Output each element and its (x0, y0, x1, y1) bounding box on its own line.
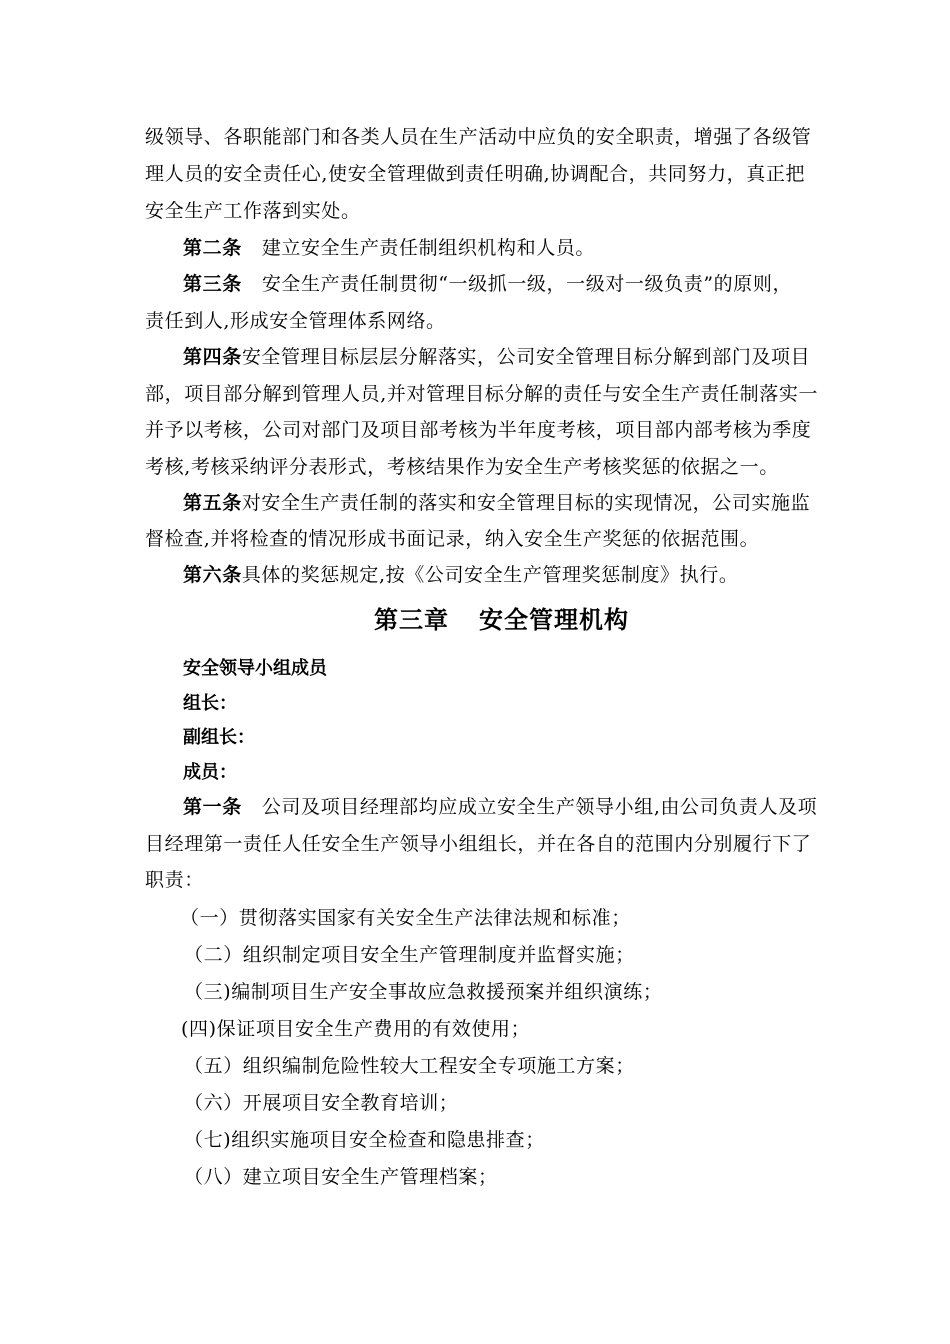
duty-item: （五）组织编制危险性较大工程安全专项施工方案； (184, 1055, 635, 1077)
article-label: 第二条 (183, 237, 242, 259)
paragraph-line: 部，项目部分解到管理人员,并对管理目标分解的责任与安全生产责任制落实一 (145, 383, 819, 405)
duty-item: （二）组织制定项目安全生产管理制度并监督实施； (184, 944, 635, 966)
paragraph-line: 目经理第一责任人任安全生产领导小组组长，并在各自的范围内分别履行下了 (145, 833, 812, 855)
article-text: 公司及项目经理部均应成立安全生产领导小组,由公司负责人及项 (261, 796, 818, 818)
article-5 (183, 491, 810, 515)
paragraph-line: 并予以考核，公司对部门及项目部考核为半年度考核，项目部内部考核为季度 (145, 419, 812, 441)
article-label: 第六条 (183, 564, 242, 586)
chapter3-article-1 (183, 795, 817, 819)
members-label: 成员： (183, 762, 237, 783)
paragraph-line: 理人员的安全责任心,使安全管理做到责任明确,协调配合，共同努力，真正把 (145, 163, 806, 185)
paragraph-line: 级领导、各职能部门和各类人员在生产活动中应负的安全职责，增强了各级管 (145, 126, 812, 148)
paragraph-line: 督检查,并将检查的情况形成书面记录，纳入安全生产奖惩的依据范围。 (145, 528, 760, 550)
article-6 (183, 563, 738, 587)
article-text: 建立安全生产责任制组织机构和人员。 (261, 237, 596, 259)
paragraph-line: 责任到人,形成安全管理体系网络。 (145, 310, 446, 332)
chapter-number: 第三章 (374, 606, 449, 634)
article-label: 第一条 (183, 796, 242, 818)
paragraph-line: 安全生产工作落到实处。 (145, 200, 361, 222)
group-heading: 安全领导小组成员 (183, 658, 327, 679)
duty-item: （七)组织实施项目安全检查和隐患排查； (184, 1129, 545, 1151)
article-4 (183, 345, 810, 369)
article-label: 第五条 (183, 492, 242, 514)
article-3 (183, 272, 792, 296)
deputy-label: 副组长： (183, 727, 255, 748)
article-text: 安全生产责任制贯彻“一级抓一级，一级对一级负责”的原则， (261, 273, 793, 295)
duty-item: （六）开展项目安全教育培训； (184, 1092, 459, 1114)
article-label: 第四条 (183, 346, 242, 368)
duty-item: (四)保证项目安全生产费用的有效使用； (181, 1018, 531, 1040)
leader-label: 组长： (183, 693, 237, 714)
chapter-name: 安全管理机构 (479, 606, 629, 634)
paragraph-line: 考核,考核采纳评分表形式，考核结果作为安全生产考核奖惩的依据之一。 (145, 456, 779, 478)
duty-item: （三)编制项目生产安全事故应急救援预案并组织演练； (184, 981, 663, 1003)
duty-item: （八）建立项目安全生产管理档案； (184, 1166, 498, 1188)
article-text: 具体的奖惩规定,按《公司安全生产管理奖惩制度》执行。 (241, 564, 739, 586)
article-text: 安全管理目标层层分解落实，公司安全管理目标分解到部门及项目 (241, 346, 811, 368)
article-2 (183, 236, 595, 260)
chapter-title (0, 605, 950, 635)
duty-item: （一）贯彻落实国家有关安全生产法律法规和标准； (180, 907, 631, 929)
paragraph-line: 职责： (145, 869, 204, 891)
article-text: 对安全生产责任制的落实和安全管理目标的实现情况，公司实施监 (241, 492, 811, 514)
article-label: 第三条 (183, 273, 242, 295)
